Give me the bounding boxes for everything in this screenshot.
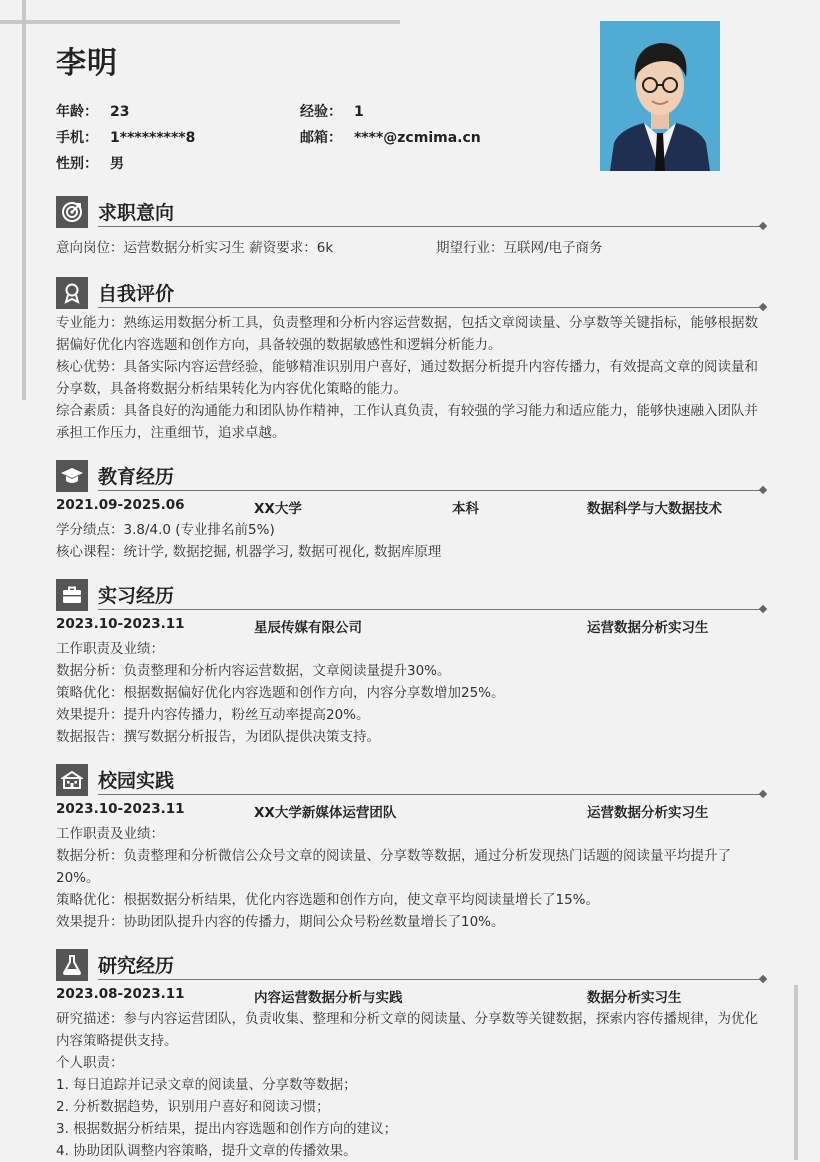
decor-bar-left: [22, 0, 26, 400]
campus-date: 2023.10-2023.11: [56, 801, 185, 817]
section-divider: [98, 609, 764, 610]
intern-detail: 策略优化：根据数据偏好优化内容选题和创作方向，内容分享数增加25%。: [56, 685, 505, 701]
divider-diamond: [759, 303, 767, 311]
intent-industry: 期望行业：互联网/电子商务: [436, 240, 603, 256]
decor-bar-right: [794, 985, 798, 1160]
section-title: 实习经历: [98, 585, 175, 607]
self-eval-paragraph: 综合素质：具备良好的沟通能力和团队协作精神，工作认真负责，有较强的学习能力和适应能力，能够快速融入团队并承担工作压力，注重细节，追求卓越。: [56, 403, 758, 441]
section-divider: [98, 490, 764, 491]
research-role: 数据分析实习生: [587, 990, 682, 1006]
intern-date: 2023.10-2023.11: [56, 616, 185, 632]
research-detail: 2. 分析数据趋势，识别用户喜好和阅读习惯；: [56, 1099, 330, 1115]
intern-detail: 数据报告：撰写数据分析报告，为团队提供决策支持。: [56, 729, 380, 745]
research-detail: 4. 协助团队调整内容策略，提升文章的传播效果。: [56, 1143, 357, 1159]
edu-degree: 本科: [452, 501, 479, 517]
section-research: [56, 949, 764, 1162]
graduation-cap-icon: [56, 460, 88, 492]
section-title: 研究经历: [98, 955, 175, 977]
research-detail: 1. 每日追踪并记录文章的阅读量、分享数等数据；: [56, 1077, 357, 1093]
edu-detail: 学分绩点：3.8/4.0 (专业排名前5%): [56, 522, 275, 538]
edu-school: XX大学: [254, 501, 302, 517]
experience-info: 经验： 1: [300, 104, 364, 120]
phone-info: 手机： 1*********8: [56, 130, 196, 146]
intern-company: 星辰传媒有限公司: [254, 620, 362, 636]
intern-detail: 工作职责及业绩：: [56, 641, 164, 657]
section-title: 教育经历: [98, 466, 175, 488]
section-title: 校园实践: [98, 770, 175, 792]
badge-icon: [56, 277, 88, 309]
section-divider: [98, 794, 764, 795]
section-divider: [98, 979, 764, 980]
campus-org: XX大学新媒体运营团队: [254, 805, 397, 821]
section-title: 自我评价: [98, 283, 175, 305]
section-self-evaluation: [56, 277, 764, 444]
intern-role: 运营数据分析实习生: [587, 620, 709, 636]
intern-detail: 效果提升：提升内容传播力，粉丝互动率提高20%。: [56, 707, 370, 723]
target-icon: [56, 196, 88, 228]
self-eval-paragraph: 专业能力：熟练运用数据分析工具，负责整理和分析内容运营数据，包括文章阅读量、分享数等关键指标，能够根据数据偏好优化内容选题和创作方向，具备较强的数据敏感性和逻辑分析能力。: [56, 315, 758, 353]
campus-detail: 效果提升：协助团队提升内容的传播力，期间公众号粉丝数量增长了10%。: [56, 914, 505, 930]
intern-detail: 数据分析：负责整理和分析内容运营数据，文章阅读量提升30%。: [56, 663, 451, 679]
section-campus-practice: [56, 764, 764, 933]
divider-diamond: [759, 790, 767, 798]
briefcase-icon: [56, 579, 88, 611]
research-detail: 个人职责：: [56, 1055, 124, 1071]
age-info: 年龄： 23: [56, 104, 130, 120]
gender-info: 性别： 男: [56, 156, 124, 172]
research-project: 内容运营数据分析与实践: [254, 990, 403, 1006]
candidate-name: 李明: [56, 46, 118, 81]
research-date: 2023.08-2023.11: [56, 986, 185, 1002]
research-detail: 3. 根据数据分析结果，提出内容选题和创作方向的建议；: [56, 1121, 398, 1137]
campus-detail: 策略优化：根据数据分析结果，优化内容选题和创作方向，使文章平均阅读量增长了15%。: [56, 892, 600, 908]
edu-major: 数据科学与大数据技术: [587, 501, 722, 517]
self-eval-paragraph: 核心优势：具备实际内容运营经验，能够精准识别用户喜好，通过数据分析提升内容传播力，有效提高文章的阅读量和分享数，具备将数据分析结果转化为内容优化策略的能力。: [56, 359, 758, 397]
section-job-intent: [56, 196, 764, 259]
section-title: 求职意向: [98, 202, 175, 224]
campus-detail: 数据分析：负责整理和分析微信公众号文章的阅读量、分享数等数据，通过分析发现热门话题的阅读量平均提升了20%。: [56, 848, 731, 886]
section-divider: [98, 226, 764, 227]
research-detail: 研究描述：参与内容运营团队，负责收集、整理和分析文章的阅读量、分享数等关键数据，探索内容传播规律，为优化内容策略提供支持。: [56, 1011, 758, 1049]
decor-bar-top: [0, 20, 400, 24]
divider-diamond: [759, 605, 767, 613]
divider-diamond: [759, 486, 767, 494]
divider-diamond: [759, 222, 767, 230]
flask-icon: [56, 949, 88, 981]
campus-detail: 工作职责及业绩：: [56, 826, 164, 842]
edu-detail: 核心课程：统计学, 数据挖掘, 机器学习, 数据可视化, 数据库原理: [56, 544, 442, 560]
section-education: [56, 460, 764, 563]
profile-photo: [600, 21, 720, 171]
intent-position-salary: 意向岗位：运营数据分析实习生 薪资要求：6k: [56, 240, 334, 256]
email-info: 邮箱： ****@zcmima.cn: [300, 130, 481, 146]
edu-date: 2021.09-2025.06: [56, 497, 185, 513]
section-internship: [56, 579, 764, 748]
section-divider: [98, 307, 764, 308]
building-icon: [56, 764, 88, 796]
divider-diamond: [759, 975, 767, 983]
campus-role: 运营数据分析实习生: [587, 805, 709, 821]
